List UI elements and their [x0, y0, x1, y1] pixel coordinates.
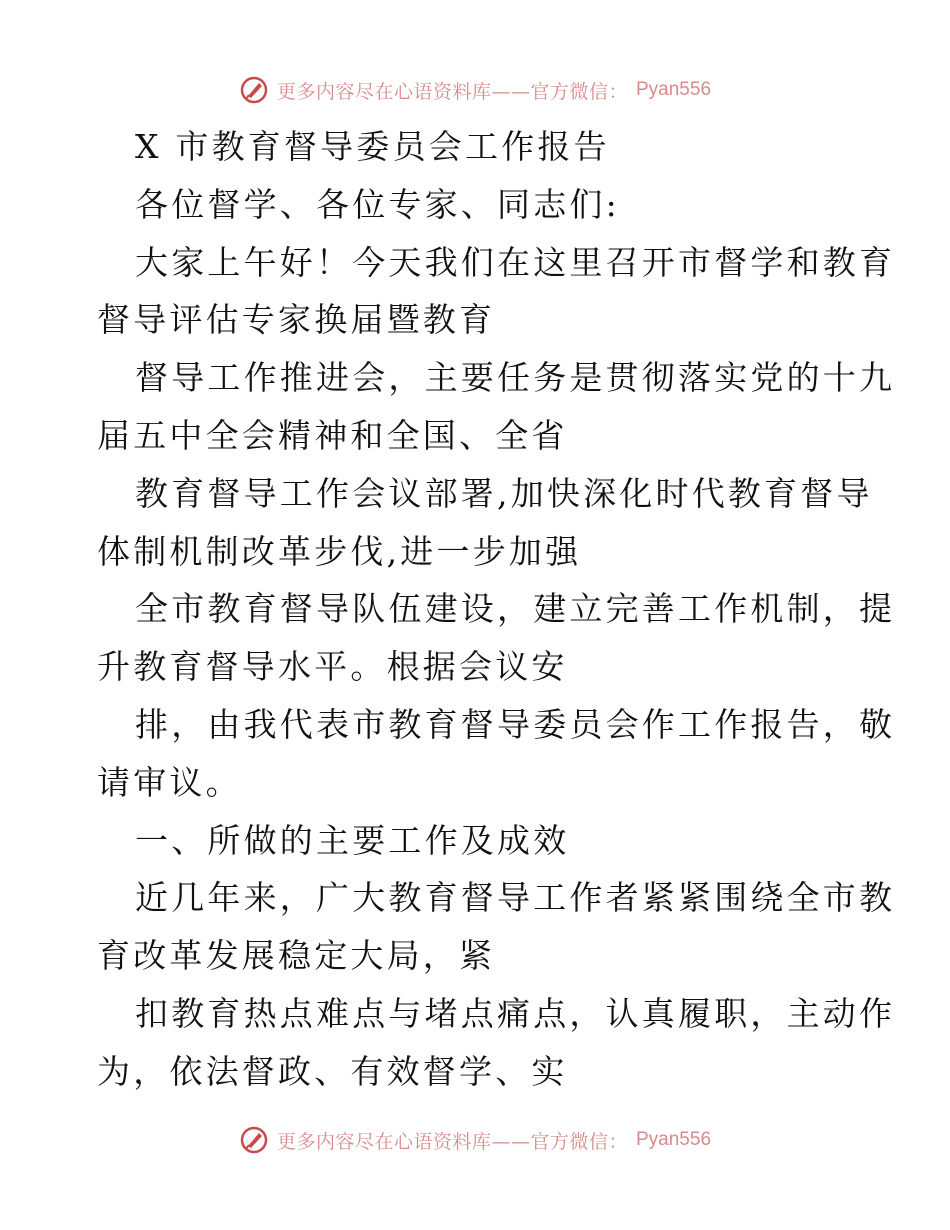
paragraph-line: 体制机制改革步伐,进一步加强 [97, 531, 582, 571]
paragraph-line: 为，依法督政、有效督学、实 [97, 1051, 568, 1091]
paragraph-line: 大家上午好！今天我们在这里召开市督学和教育 [135, 242, 896, 282]
paragraph-line: 育改革发展稳定大局，紧 [97, 936, 496, 976]
paragraph-line: 届五中全会精神和全国、全省 [97, 415, 568, 455]
salutation: 各位督学、各位专家、同志们: [135, 184, 620, 224]
paragraph-line: 近几年来，广大教育督导工作者紧紧围绕全市教 [135, 878, 896, 918]
document-title: X 市教育督导委员会工作报告 [135, 127, 610, 166]
paragraph-line: 督导评估专家换届暨教育 [97, 300, 496, 340]
paragraph-line: 扣教育热点难点与堵点痛点，认真履职，主动作 [135, 993, 896, 1033]
watermark-text: 更多内容尽在心语资料库——官方微信： [276, 1130, 628, 1153]
section-heading: 一、所做的主要工作及成效 [135, 820, 570, 860]
document-body [97, 118, 896, 1101]
watermark-contact: Pyan556 [636, 79, 712, 100]
watermark-text: 更多内容尽在心语资料库——官方微信： [276, 80, 628, 103]
quill-circle-logo-icon [239, 1125, 269, 1155]
header-watermark [0, 72, 950, 108]
paragraph-line: 教育督导工作会议部署,加快深化时代教育督导 [135, 473, 873, 513]
paragraph-line: 请审议。 [97, 762, 242, 802]
footer-watermark [0, 1122, 950, 1158]
paragraph-line: 排，由我代表市教育督导委员会作工作报告，敬 [135, 704, 896, 744]
quill-circle-logo-icon [239, 75, 269, 105]
watermark-contact: Pyan556 [636, 1129, 712, 1150]
paragraph-line: 全市教育督导队伍建设，建立完善工作机制，提 [135, 589, 896, 629]
paragraph-line: 督导工作推进会，主要任务是贯彻落实党的十九 [135, 358, 896, 398]
paragraph-line: 升教育督导水平。根据会议安 [97, 647, 568, 687]
